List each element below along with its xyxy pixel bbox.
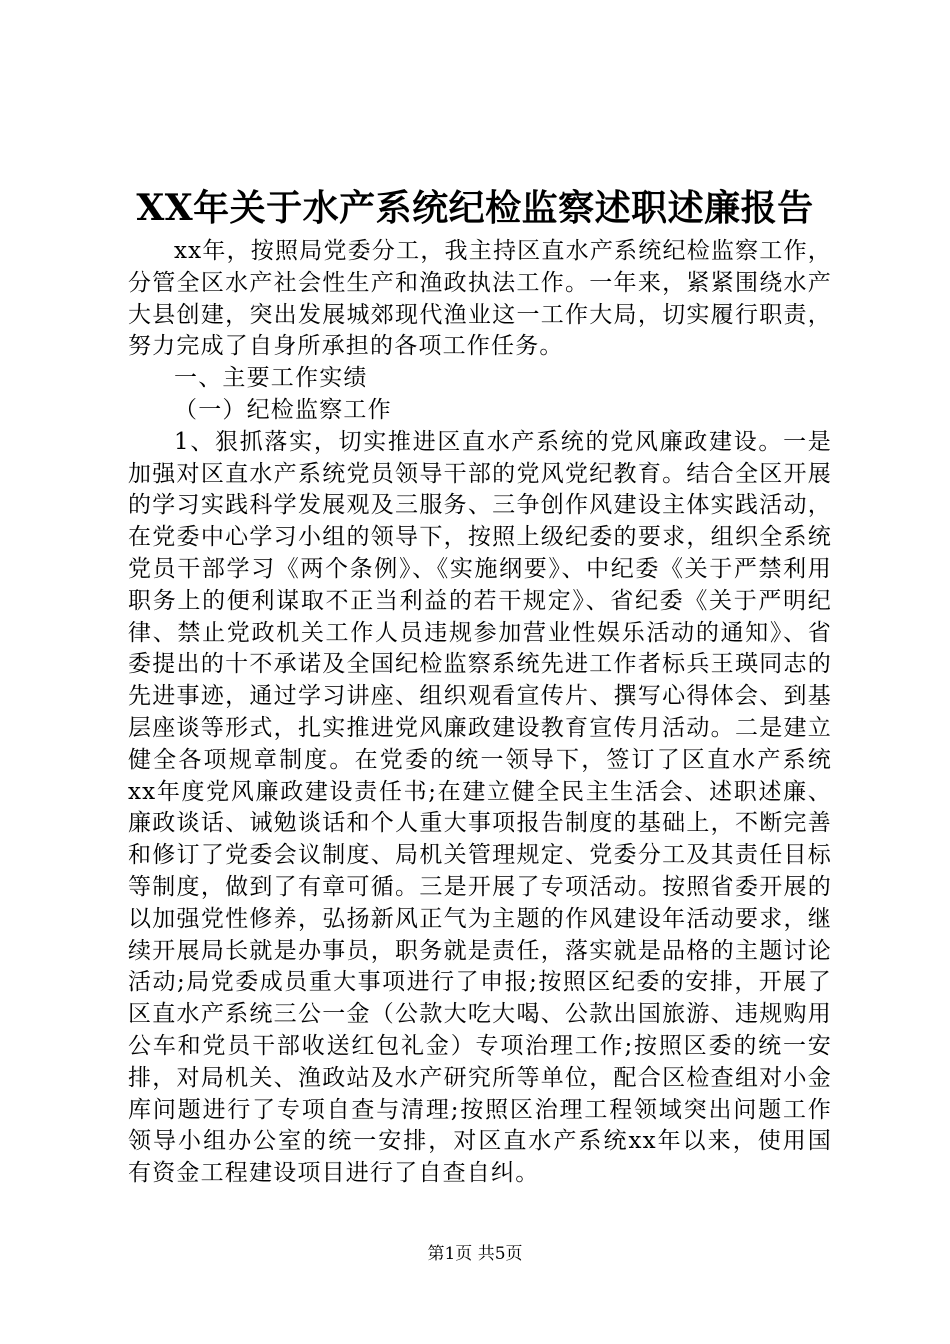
document-title: XX年关于水产系统纪检监察述职述廉报告 [136, 187, 814, 229]
subsection-heading: （一）纪检监察工作 [174, 396, 392, 423]
body-paragraph: 1、狠抓落实，切实推进区直水产系统的党风廉政建设。一是加强对区直水产系统党员领导干部的党风党纪教育。结合全区开展的学习实践科学发展观及三服务、三争创作风建设主体实践活动，在党委中心学习小组的领导下，按照上级纪委的要求，组织全系统党员干部学习《两个条例》、《实施纲要》、中纪委《关于严禁利用职务上的便利谋取不正当利益的若干规定》、省纪委《关于严明纪律、禁止党政机关工作人员违规参加营业性娱乐活动的通知》、省委提出的十不承诺及全国纪检监察系统先进工作者标兵王瑛同志的先进事迹，通过学习讲座、组织观看宣传片、撰写心得体会、到基层座谈等形式，扎实推进党风廉政建设教育宣传月活动。二是建立健全各项规章制度。在党委的统一领导下，签订了区直水产系统xx年度党风廉政建设责任书;在建立健全民主生活会、述职述廉、廉政谈话、诫勉谈话和个人重大事项报告制度的基础上，不断完善和修订了党委会议制度、局机关管理规定、党委分工及其责任目标等制度，做到了有章可循。三是开展了专项活动。按照省委开展的以加强党性修养，弘扬新风正气为主题的作风建设年活动要求，继续开展局长就是办事员，职务就是责任，落实就是品格的主题讨论活动;局党委成员重大事项进行了申报;按照区纪委的安排，开展了区直水产系统三公一金（公款大吃大喝、公款出国旅游、违规购用公车和党员干部收送红包礼金）专项治理工作;按照区委的统一安排，对局机关、渔政站及水产研究所等单位，配合区检查组对小金库问题进行了专项自查与清理;按照区治理工程领域突出问题工作领导小组办公室的统一安排，对区直水产系统xx年以来，使用国有资金工程建设项目进行了自查自纠。 [128, 428, 832, 1187]
section-heading: 一、主要工作实绩 [174, 365, 368, 392]
page-footer: 第1页 共5页 [427, 1244, 523, 1264]
intro-paragraph: xx年，按照局党委分工，我主持区直水产系统纪检监察工作，分管全区水产社会性生产和渔政执法工作。一年来，紧紧围绕水产大县创建，突出发展城郊现代渔业这一工作大局，切实履行职责，努力完成了自身所承担的各项工作任务。 [128, 238, 832, 360]
document-body [128, 236, 832, 1190]
